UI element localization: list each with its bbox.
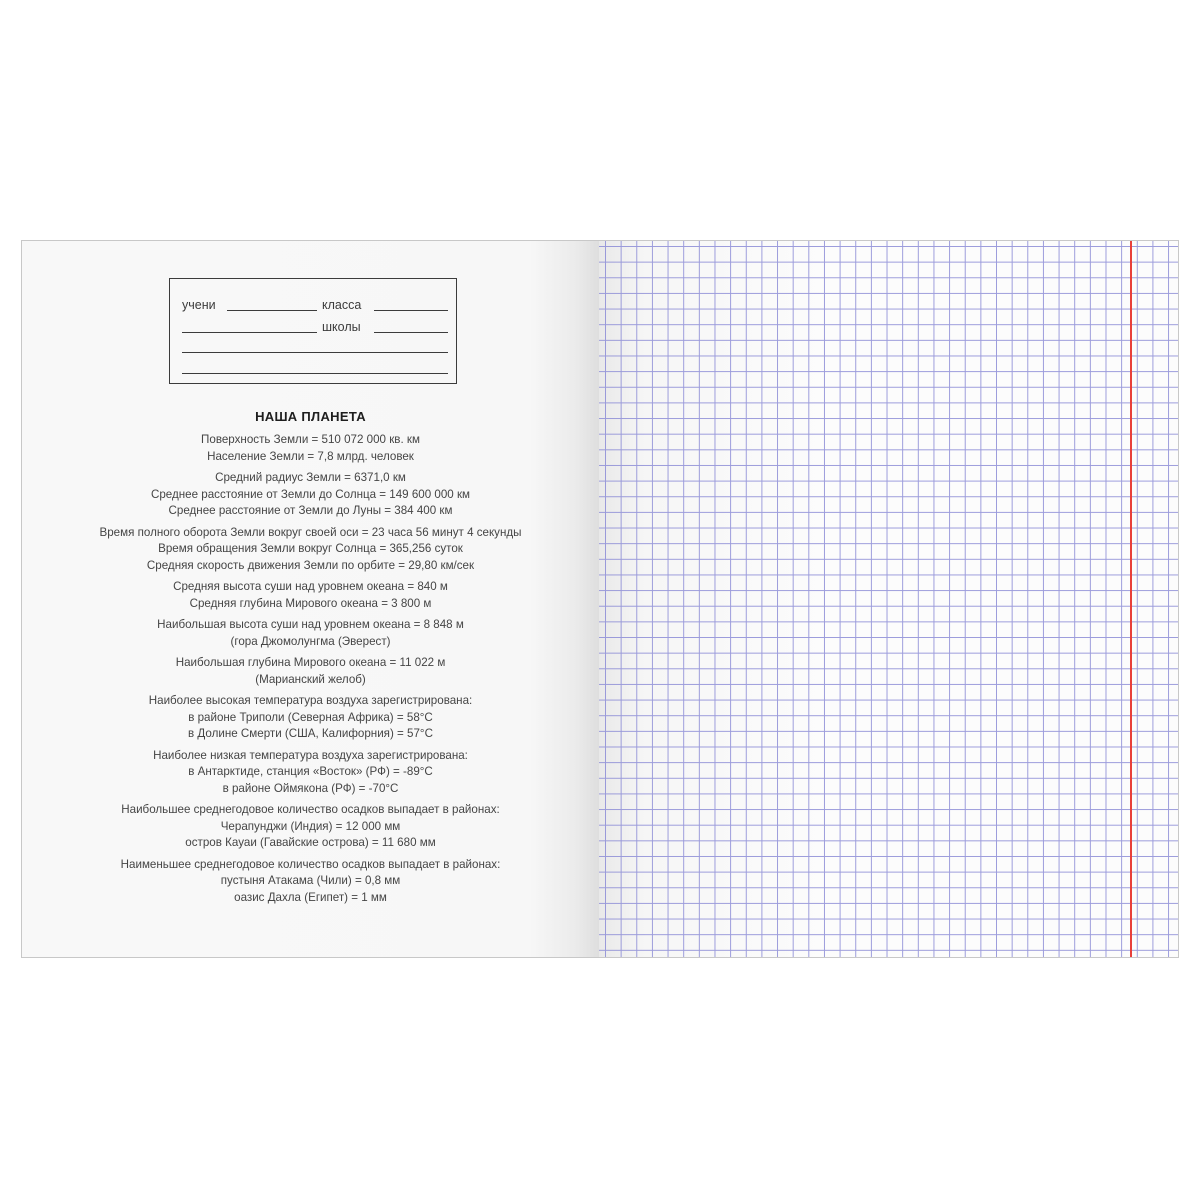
fact-line: Средняя скорость движения Земли по орбите = 29,80 км/сек xyxy=(146,558,475,572)
fact-line: в Антарктиде, станция «Восток» (РФ) = -89°С xyxy=(188,765,433,778)
notebook-spread xyxy=(21,240,1179,958)
fact-line: (гора Джомолунгма (Эверест) xyxy=(230,634,391,648)
margin-line xyxy=(1130,241,1132,957)
fact-group xyxy=(22,617,599,650)
fact-line: (Марианский желоб) xyxy=(255,672,366,686)
fact-line: оазис Дахла (Египет) = 1 мм xyxy=(234,890,387,904)
fact-line: Наибольшая глубина Мирового океана = 11 022 м xyxy=(175,656,446,669)
blank-line[interactable] xyxy=(182,373,448,374)
fact-group xyxy=(22,693,599,743)
planet-facts xyxy=(22,409,599,911)
fact-line: Наиболее высокая температура воздуха зарегистрирована: xyxy=(148,694,473,707)
label-row-blank-1 xyxy=(182,340,446,358)
fact-line: остров Кауаи (Гавайские острова) = 11 680 мм xyxy=(185,836,436,849)
fact-line: Средний радиус Земли = 6371,0 км xyxy=(215,471,406,484)
label-row-blank-2 xyxy=(182,361,446,379)
fact-group xyxy=(22,470,599,520)
fact-line: Наибольшая высота суши над уровнем океана = 8 848 м xyxy=(157,618,464,631)
label-row-school xyxy=(182,320,446,338)
planet-title: НАША ПЛАНЕТА xyxy=(255,409,366,424)
fact-line: Наименьшее среднегодовое количество осадков выпадает в районах: xyxy=(120,857,501,871)
fact-line: в районе Триполи (Северная Африка) = 58°С xyxy=(188,710,433,724)
fact-line: Время обращения Земли вокруг Солнца = 365,256 суток xyxy=(158,542,463,555)
left-page xyxy=(22,241,599,957)
fact-line: Среднее расстояние от Земли до Солнца = 149 600 000 км xyxy=(150,487,471,501)
fact-line: Средняя высота суши над уровнем океана = 840 м xyxy=(173,580,448,593)
right-page-grid xyxy=(599,241,1178,957)
fact-group xyxy=(22,802,599,852)
school-line[interactable] xyxy=(374,332,448,333)
fact-group xyxy=(22,432,599,465)
class-label: класса xyxy=(322,298,362,312)
fact-line: Наиболее низкая температура воздуха зарегистрирована: xyxy=(153,748,468,762)
fact-group xyxy=(22,579,599,612)
fact-line: Время полного оборота Земли вокруг своей оси = 23 часа 56 минут 4 секунды xyxy=(99,525,522,539)
fact-line: Черапунджи (Индия) = 12 000 мм xyxy=(220,819,401,833)
fact-group xyxy=(22,857,599,907)
name-line[interactable] xyxy=(182,332,317,333)
fact-line: Население Земли = 7,8 млрд. человек xyxy=(207,449,414,463)
school-label: школы xyxy=(322,320,361,334)
name-label-box xyxy=(169,278,457,384)
fact-line: Наибольшее среднегодовое количество осадков выпадает в районах: xyxy=(121,803,500,816)
facts-list xyxy=(22,432,599,906)
fact-group xyxy=(22,655,599,688)
fact-group xyxy=(22,748,599,798)
blank-line[interactable] xyxy=(182,352,448,353)
student-label: учени xyxy=(182,298,216,312)
label-row-student xyxy=(182,298,446,316)
fact-group xyxy=(22,525,599,575)
fact-line: в районе Оймякона (РФ) = -70°С xyxy=(222,781,399,795)
class-line[interactable] xyxy=(374,310,448,311)
fact-line: Средняя глубина Мирового океана = 3 800 м xyxy=(189,596,432,610)
fact-line: в Долине Смерти (США, Калифорния) = 57°С xyxy=(188,727,433,740)
fact-line: пустыня Атакама (Чили) = 0,8 мм xyxy=(220,874,401,887)
fact-line: Поверхность Земли = 510 072 000 кв. км xyxy=(201,433,420,446)
student-line[interactable] xyxy=(227,310,317,311)
fact-line: Среднее расстояние от Земли до Луны = 384 400 км xyxy=(168,504,453,517)
square-grid xyxy=(599,241,1178,957)
